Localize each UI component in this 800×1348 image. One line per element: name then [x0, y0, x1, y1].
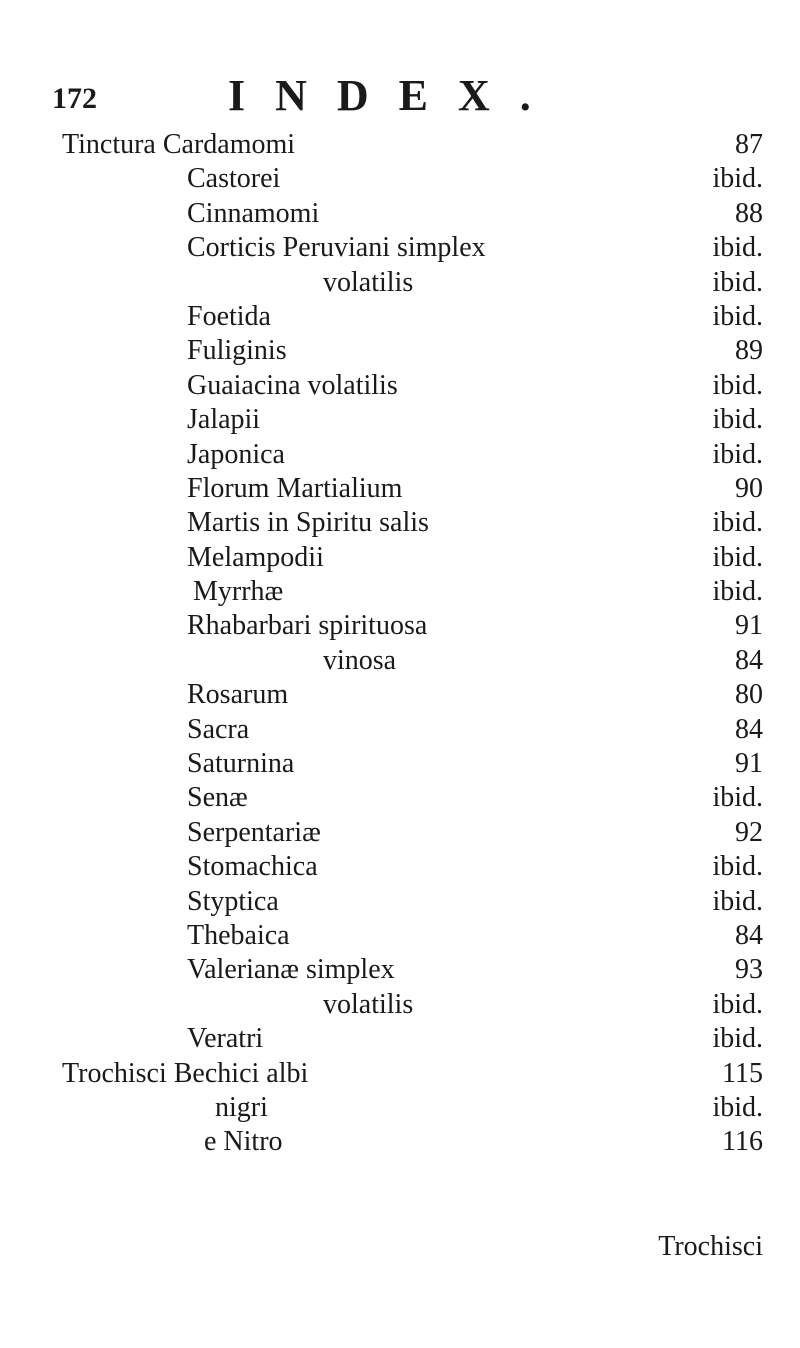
entry-term: Valerianæ simplex	[187, 954, 395, 986]
page-header	[52, 70, 612, 120]
index-entry	[0, 231, 800, 265]
entry-term: Florum Martialium	[187, 472, 403, 504]
index-entry	[0, 438, 800, 472]
entry-term: volatilis	[323, 988, 414, 1020]
entry-page: ibid.	[712, 782, 763, 814]
entry-page: ibid.	[712, 1091, 763, 1123]
index-entry	[0, 988, 800, 1022]
entry-term: Foetida	[187, 300, 271, 332]
index-entry	[0, 300, 800, 334]
entry-term: Castorei	[187, 163, 281, 195]
entry-page: ibid.	[712, 232, 763, 264]
index-entry	[0, 816, 800, 850]
entry-page: ibid.	[712, 163, 763, 195]
entry-term: Rhabarbari spirituosa	[187, 610, 428, 642]
index-entry	[0, 128, 800, 162]
entry-page: 80	[735, 679, 763, 711]
entry-term: nigri	[215, 1091, 268, 1123]
entry-page: 84	[735, 644, 763, 676]
entry-term: Martis in Spiritu salis	[187, 507, 429, 539]
entry-page: ibid.	[712, 404, 763, 436]
entry-page: ibid.	[712, 851, 763, 883]
index-entry	[0, 1057, 800, 1091]
entry-page: ibid.	[712, 885, 763, 917]
index-entry	[0, 506, 800, 540]
entry-page: ibid.	[712, 576, 763, 608]
entry-term: Melampodii	[187, 541, 324, 573]
entry-page: ibid.	[712, 438, 763, 470]
entry-page: ibid.	[712, 369, 763, 401]
index-entry	[0, 1125, 800, 1159]
entry-term: Saturnina	[187, 748, 295, 780]
entry-term: Cinnamomi	[187, 197, 320, 229]
entry-term: vinosa	[323, 644, 397, 676]
index-entry	[0, 575, 800, 609]
index-entry	[0, 1022, 800, 1056]
entry-term: Corticis Peruviani simplex	[187, 232, 486, 264]
index-entry	[0, 644, 800, 678]
index-entry	[0, 713, 800, 747]
index-entry	[0, 162, 800, 196]
entry-page: 92	[735, 816, 763, 848]
index-entry	[0, 197, 800, 231]
entry-term: Stomachica	[187, 851, 318, 883]
running-head: INDEX.	[228, 71, 561, 120]
entry-term: e Nitro	[204, 1126, 283, 1158]
index-entry	[0, 781, 800, 815]
entry-page: ibid.	[712, 541, 763, 573]
entry-term: volatilis	[323, 266, 414, 298]
entry-term: Senæ	[187, 782, 248, 814]
index-entry	[0, 850, 800, 884]
index-entry	[0, 1091, 800, 1125]
entry-term: Rosarum	[187, 679, 289, 711]
entry-term: Styptica	[187, 885, 279, 917]
entry-term: Guaiacina volatilis	[187, 369, 398, 401]
index-entry	[0, 919, 800, 953]
entry-term: Myrrhæ	[193, 576, 284, 608]
entry-page: 87	[735, 129, 763, 160]
entry-term: Veratri	[187, 1023, 264, 1055]
index-entry	[0, 885, 800, 919]
entry-page: ibid.	[712, 1023, 763, 1055]
index-entry	[0, 747, 800, 781]
entry-page: 91	[735, 748, 763, 780]
index-entry	[0, 403, 800, 437]
entry-page: 115	[722, 1057, 763, 1089]
entry-page: 84	[735, 919, 763, 951]
index-entry	[0, 266, 800, 300]
entry-page: 90	[735, 472, 763, 504]
entry-page: 116	[722, 1126, 763, 1158]
entry-term: Tinctura Cardamomi	[62, 129, 296, 160]
entry-page: 93	[735, 954, 763, 986]
entry-page: ibid.	[712, 988, 763, 1020]
index-entry	[0, 334, 800, 368]
entry-term: Jalapii	[187, 404, 261, 436]
entry-term: Thebaica	[187, 919, 290, 951]
entry-term: Japonica	[187, 438, 285, 470]
page-number: 172	[52, 82, 97, 115]
entry-term: Serpentariæ	[187, 816, 321, 848]
entry-term: Sacra	[187, 713, 250, 745]
entry-page: ibid.	[712, 300, 763, 332]
entry-term: Fuliginis	[187, 335, 287, 367]
entry-term: Trochisci Bechici albi	[62, 1057, 309, 1089]
catchword: Trochisci	[658, 1231, 763, 1262]
entry-page: ibid.	[712, 507, 763, 539]
entry-page: 91	[735, 610, 763, 642]
index-entry	[0, 472, 800, 506]
index-entry	[0, 609, 800, 643]
entry-page: 84	[735, 713, 763, 745]
entry-page: 89	[735, 335, 763, 367]
entry-page: ibid.	[712, 266, 763, 298]
index-entry	[0, 369, 800, 403]
index-entries	[0, 128, 800, 1160]
index-entry	[0, 953, 800, 987]
entry-page: 88	[735, 197, 763, 229]
index-entry	[0, 541, 800, 575]
index-entry	[0, 678, 800, 712]
